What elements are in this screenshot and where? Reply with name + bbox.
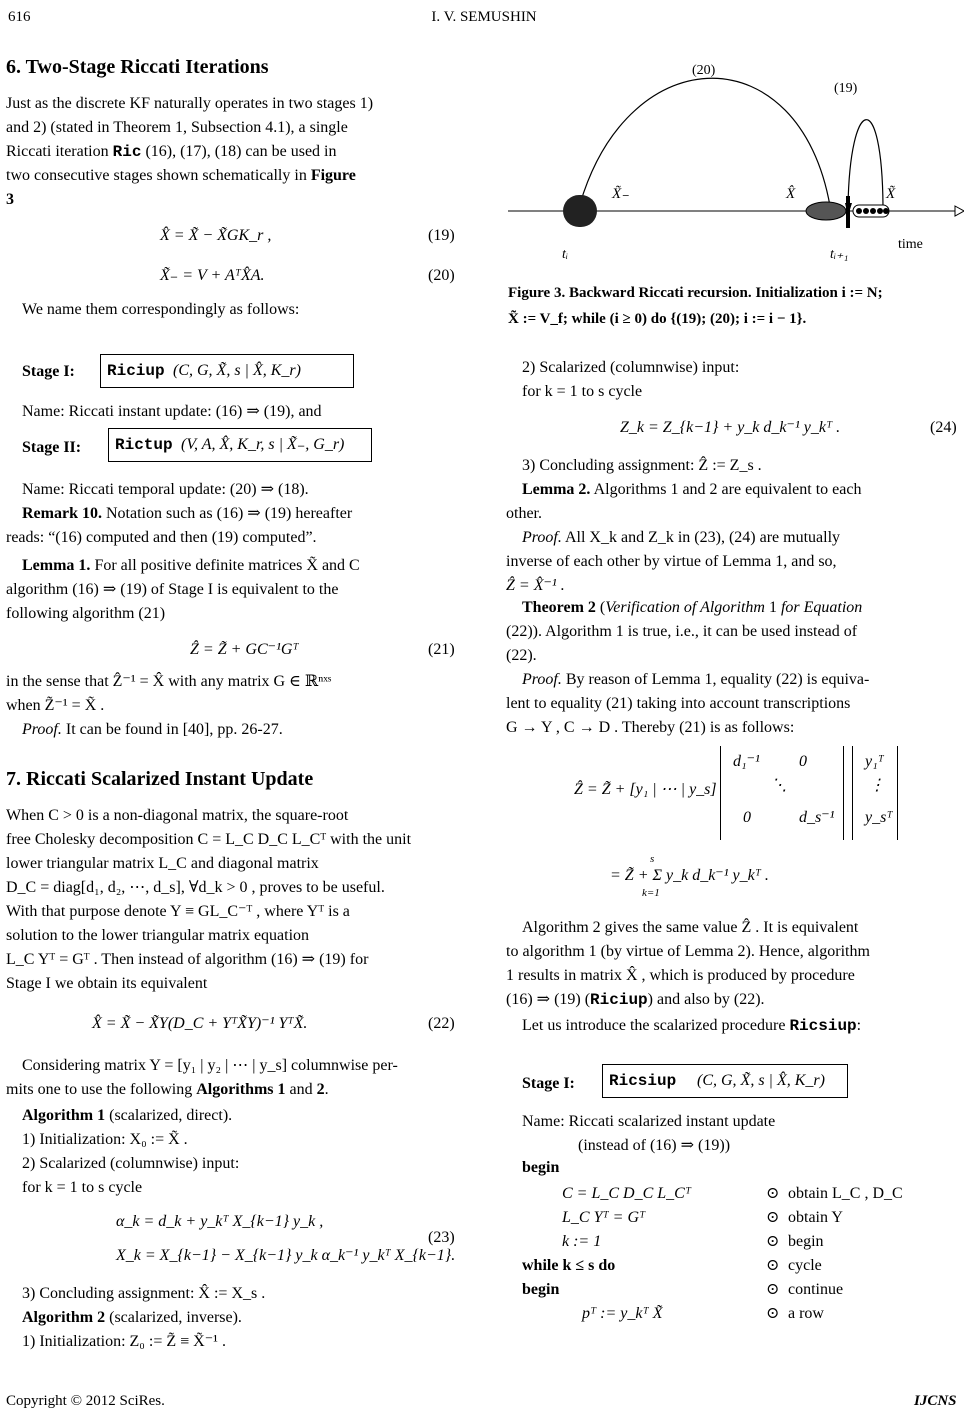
section6-title: 6. Two-Stage Riccati Iterations — [6, 56, 269, 78]
ricsiup-step-comment: obtain Y — [788, 1209, 843, 1226]
figure-t-i: tᵢ — [562, 247, 569, 262]
equation-22: X̂ = X̃ − X̃Y(D_C + YᵀX̃Y)⁻¹ YᵀX̃. — [92, 1015, 308, 1032]
ricsiup-step-comment: a row — [788, 1305, 824, 1322]
lemma-1: Lemma 1. For all positive definite matrices X̃ and C algorithm (16) ⇒ (19) of Stage I is equivalent to the following algorithm (21) — [6, 557, 360, 622]
footer-copyright: Copyright © 2012 SciRes. — [6, 1393, 165, 1409]
ricsiup-step-comment: continue — [788, 1281, 844, 1298]
figure-label-19: (19) — [834, 81, 858, 96]
ricsiup-step-row — [522, 1208, 962, 1232]
figure-t-i1: tᵢ₊₁ — [830, 247, 849, 262]
ricsiup-step-row — [522, 1184, 962, 1208]
equation-21: Ẑ = Z̃ + GC⁻¹Gᵀ — [190, 641, 299, 658]
alg2-step3: 3) Concluding assignment: Ẑ := Z_s . — [522, 457, 762, 474]
proof-1: Proof. It can be found in [40], pp. 26-27. — [22, 721, 283, 738]
sum-bottom: k=1 — [642, 887, 660, 899]
figure-time-label: time — [898, 237, 923, 252]
ricsiup-begin: begin — [522, 1159, 560, 1176]
odot-icon: ⊙ — [766, 1185, 780, 1202]
odot-icon: ⊙ — [766, 1305, 780, 1322]
ricsiup-step-comment: begin — [788, 1233, 824, 1250]
sum-top: s — [650, 853, 655, 865]
odot-icon: ⊙ — [766, 1257, 780, 1274]
stage2-label: Stage II: — [22, 439, 82, 456]
considering-text: Considering matrix Y = [y₁ | y₂ | ⋯ | y_s] columnwise per- mits one to use the following Algorithms 1 and 2. — [6, 1057, 398, 1098]
odot-icon: ⊙ — [766, 1281, 780, 1298]
equation-20: X̃₋ = V + AᵀX̂A. — [160, 267, 265, 284]
ricsiup-step-code: pᵀ := y_kᵀ X̃ — [582, 1305, 663, 1322]
page-number: 616 — [8, 9, 31, 25]
ricsiup-stage-label: Stage I: — [522, 1075, 575, 1092]
equation-23-number: (23) — [428, 1229, 455, 1246]
ricsiup-step-row — [522, 1280, 962, 1304]
ricsiup-name: Name: Riccati scalarized instant update (instead of (16) ⇒ (19)) — [522, 1113, 776, 1154]
ricsiup-step-comment: obtain L_C , D_C — [788, 1185, 903, 1202]
stage1-label: Stage I: — [22, 363, 75, 380]
equation-24-number: (24) — [930, 419, 957, 436]
section7-text: When C > 0 is a non-diagonal matrix, the square-root free Cholesky decomposition C = L_C D_C L_Cᵀ with the unit lower triangular matrix L_C and diagonal matrix D_C = diag[d₁, d₂, ⋯, d_s], ∀d_k > 0 , proves to be useful. With that purpose denote Y ≡ GL_C⁻ᵀ , where Yᵀ is a solution to the lower triangular matrix equation L_C Yᵀ = Gᵀ . Then instead of algorithm (16) ⇒ (19) for Stage I we obtain its equivalent — [6, 807, 412, 992]
equation-24: Z_k = Z_{k−1} + y_k d_k⁻¹ y_kᵀ . — [620, 419, 841, 436]
stage2-name: Name: Riccati temporal update: (20) ⇒ (18). — [22, 481, 309, 498]
ricsiup-intro: Let us introduce the scalarized procedure Ricsiup: — [522, 1017, 862, 1035]
algorithm-2-title: Algorithm 2 (scalarized, inverse). — [22, 1309, 242, 1326]
algorithm-1: Algorithm 1 (scalarized, direct). 1) Initialization: X₀ := X̃ . 2) Scalarized (columnwise) input: for k = 1 to s cycle — [22, 1107, 240, 1196]
figure-x-tilde: X̃ — [886, 186, 896, 202]
figure-x-minus: X̃₋ — [612, 186, 630, 202]
algorithm-1-step3: 3) Concluding assignment: X̂ := X_s . — [22, 1285, 266, 1302]
equation-19: X̂ = X̃ − X̃GK_r , — [160, 227, 272, 244]
matrix-lhs: Ẑ = Z̃ + [y₁ | ⋯ | y_s] — [574, 781, 717, 798]
ricsiup-steps — [522, 1184, 962, 1328]
sum-line: = Z̃ + Σ y_k d_k⁻¹ y_kᵀ . — [610, 867, 769, 884]
section6-intro: Just as the discrete KF naturally operates in two stages 1) and 2) (stated in Theorem 1, Subsection 4.1), a single Riccati iteration Ric (16), (17), (18) can be used in two consecutive stages shown schematically in Figure 3 — [6, 95, 374, 208]
odot-icon: ⊙ — [766, 1209, 780, 1226]
figure-caption-line1: Figure 3. Backward Riccati recursion. Initialization i := N; — [508, 285, 883, 301]
algorithm-2-step1: 1) Initialization: Z₀ := Z̃ ≡ X̃⁻¹ . — [22, 1333, 226, 1350]
lemma-1-sense: in the sense that Ẑ⁻¹ = X̂ with any matrix G ∈ ℝⁿˣˢ when Z̃⁻¹ = X̃ . — [6, 673, 332, 714]
figure-x-hat: X̂ — [786, 186, 796, 202]
running-title: I. V. SEMUSHIN — [431, 9, 537, 25]
ricsiup-step-row — [522, 1256, 962, 1280]
alg2-step2: 2) Scalarized (columnwise) input: for k = 1 to s cycle — [522, 359, 740, 400]
ricsiup-step-code: while k ≤ s do — [522, 1257, 616, 1274]
stage1-name: Name: Riccati instant update: (16) ⇒ (19), and — [22, 403, 322, 420]
algorithm-2-discussion: Algorithm 2 gives the same value Ẑ . It is equivalent to algorithm 1 (by virtue of Lemma 2). Hence, algorithm 1 results in matrix X̂ , which is produced by procedure (16) ⇒ (19) (Riciup) and also by (22). — [506, 919, 870, 1009]
diag-matrix: d₁⁻¹ 0 ⋱ 0 d_s⁻¹ — [720, 746, 844, 840]
equation-21-number: (21) — [428, 641, 455, 658]
remark-10: Remark 10. Notation such as (16) ⇒ (19) hereafter reads: “(16) computed and then (19) computed”. — [6, 505, 353, 546]
stage1-box: Riciup (C, G, X̃, s | X̂, K_r) — [100, 354, 354, 388]
equation-23b: X_k = X_{k−1} − X_{k−1} y_k α_k⁻¹ y_kᵀ X_{k−1}. — [116, 1247, 456, 1264]
ricsiup-step-code: L_C Yᵀ = Gᵀ — [562, 1209, 646, 1226]
figure-label-20: (20) — [692, 63, 716, 78]
figure-caption-line2: X̃ := V_f; while (i ≥ 0) do {(19); (20); i := i − 1}. — [508, 311, 807, 327]
stage2-box: Rictup (V, A, X̂, K_r, s | X̃₋, G_r) — [108, 428, 372, 462]
ricsiup-step-row — [522, 1304, 962, 1328]
section7-title: 7. Riccati Scalarized Instant Update — [6, 768, 314, 790]
footer-journal: IJCNS — [914, 1393, 957, 1409]
equation-22-number: (22) — [428, 1015, 455, 1032]
ricsiup-step-code: C = L_C D_C L_Cᵀ — [562, 1185, 692, 1202]
ricsiup-step-code: begin — [522, 1281, 560, 1298]
ricsiup-box: Ricsiup (C, G, X̃, s | X̂, K_r) — [602, 1064, 848, 1098]
name-them-text: We name them correspondingly as follows: — [22, 301, 300, 318]
proof-2: Proof. All X_k and Z_k in (23), (24) are mutually inverse of each other by virtue of Lemma 1, and so, Ẑ = X̂⁻¹ . — [506, 529, 841, 594]
figure-3 — [500, 56, 964, 276]
equation-23a: α_k = d_k + y_kᵀ X_{k−1} y_k , — [116, 1213, 324, 1230]
equation-19-number: (19) — [428, 227, 455, 244]
ricsiup-step-comment: cycle — [788, 1257, 822, 1274]
lemma-2: Lemma 2. Algorithms 1 and 2 are equivalent to each other. — [506, 481, 862, 522]
ricsiup-step-row — [522, 1232, 962, 1256]
y-vector: y₁ᵀ ⋮ y_sᵀ — [852, 746, 898, 840]
ricsiup-step-code: k := 1 — [562, 1233, 602, 1250]
odot-icon: ⊙ — [766, 1233, 780, 1250]
proof-3: Proof. By reason of Lemma 1, equality (22) is equiva- lent to equality (21) taking into account transcriptions G → Y , C → D . Thereby (21) is as follows: — [506, 671, 870, 736]
theorem-2: Theorem 2 (Verification of Algorithm 1 for Equation (22)). Algorithm 1 is true, i.e., it can be used instead of (22). — [506, 599, 863, 664]
equation-20-number: (20) — [428, 267, 455, 284]
